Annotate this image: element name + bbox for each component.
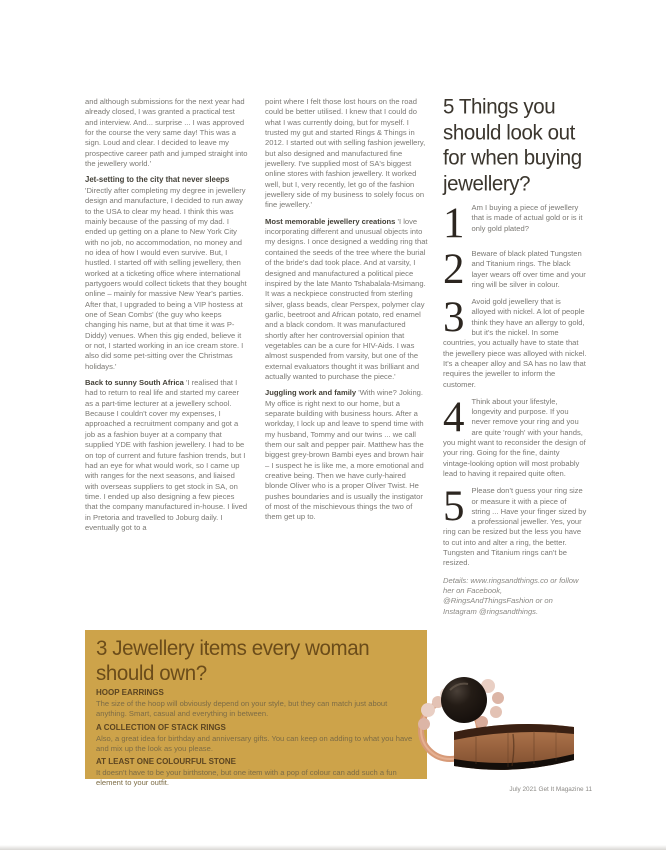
- list-item: [443, 297, 587, 390]
- sidebar-title: 5 Things you should look out for when buying jewellery?: [443, 95, 582, 196]
- section-heading-back-to-sa: Back to sunny South Africa: [85, 378, 184, 388]
- box-item-heading: HOOP EARRINGS: [96, 688, 164, 697]
- list-item: [96, 687, 416, 720]
- list-item: [443, 397, 587, 479]
- section-heading-juggling-work: Juggling work and family: [265, 388, 357, 398]
- article-column-2: [265, 97, 429, 529]
- box-title: 3 Jewellery items every woman should own?: [96, 636, 370, 686]
- three-items-box: [85, 630, 427, 788]
- box-item-heading: AT LEAST ONE COLOURFUL STONE: [96, 757, 237, 767]
- tip-text: Beware of black plated Tungsten and Titanium rings. The black layer wears off over time and your ring will be silver in colour.: [471, 249, 586, 289]
- paragraph: and although submissions for the next year had already closed, I was granted a practical test and interview. And... surprise ... I was approved for the course the very same day! This was a sign. Loud and clear. I decided to leave my prospective career path and jumped straight into the jewellery world.': [85, 97, 248, 169]
- tip-text: Avoid gold jewellery that is alloyed with nickel. A lot of people think they have an allergy to gold, but it's the nickel. In some countries, you actually have to state that the jewellery piece was alloyed with nickel. It's a cheaper alloy and SA has no law that requires the jeweller to inform the customer.: [443, 297, 587, 389]
- paragraph: point where I felt those lost hours on the road could be better utilised. I knew that I could do what I was currently doing, but for myself. I trusted my gut and started Rings & Things in 2012. I started out with selling fashion jewellery, but also designed and manufactured fine jewellery. I've supplied most of SA's biggest online stores with fashion jewellery. It worked well, but I, very recently, let go of the fashion jewellery side of my business to solely focus on fine jewellery.': [265, 97, 426, 210]
- box-item-text: The size of the hoop will obviously depend on your style, but they can match just about anything. Smart, casual and everything in between.: [96, 699, 388, 719]
- page-edge-shadow: [0, 845, 666, 850]
- list-item: [443, 203, 587, 242]
- tip-number: 1: [443, 203, 465, 242]
- paragraph: 'Directly after completing my degree in jewellery design and manufacture, I decided to run away to the USA to clear my head. I think this was mainly because of the passing of my dad. I ended up getting on a plane to New York City with no job, no accommodation, no money and no idea of how I would even survive. But, I hustled. I started off with selling jewellery, then worked at a ticketing office where international partygoers would collect tickets that they bought online – mainly for massive New Year's parties. After that, I upgraded to being a VIP hostess at one of Sean Combs' (the guy who keeps changing his name, but at that time it was P-Diddy) venues. When this gig ended, believe it or not, I started working in an ice cream store. I also did some pet-sitting over the Christmas holidays.': [85, 185, 247, 371]
- article-column-1: [85, 97, 249, 539]
- paragraph-text: 'I love incorporating different and unusual objects into my designs. I once designed a wedding ring that contained the seeds of the tree where the burial of the bride's dad took place. And at varsity, I designed and manufactured a political piece inspired by the late Manto Tshabalala-Msimang. It was a neckpiece constructed from sterling silver, glass beads, clear Perspex, polymer clay garlic, beetroot and African potato, red enamel and a black condom. It was manufactured shortly after her controversial opinion that vegetables can be a cure for HIV-Aids. I was almost suspended from varsity, but one of the external evaluators thought it was brilliant and actually wanted to purchase the piece.': [265, 216, 428, 381]
- list-item: [96, 756, 416, 789]
- contact-details: Details: www.ringsandthings.co or follow her on Facebook, @RingsAndThingsFashion or on Instagram @ringsandthings.: [443, 575, 579, 616]
- section-heading-jet-setting: Jet-setting to the city that never sleeps: [85, 175, 230, 185]
- tip-number: 2: [443, 249, 465, 291]
- rings-photo: [416, 658, 592, 784]
- tip-text: Think about your lifestyle, longevity and purpose. If you never remove your ring and you are quite 'rough' with your hands, you might want to reconsider the design of your ring. Going for the fine, dainty vintage-looking option will most probably lead to having it repaired quite often.: [443, 396, 586, 478]
- tip-number: 5: [443, 486, 465, 531]
- tip-number: 4: [443, 396, 465, 441]
- tip-number: 3: [443, 297, 465, 342]
- paragraph-text: 'I realised that I had to return to real life and started my career as a part-time lecturer at a jewellery school. Because I couldn't cover my expenses, I approached a recruitment company and got a job as a fashion buyer at a company that supplied YDE with fashion jewellery. I had to be on top of current and future fashion trends, but I had an eye for what would work, so I came up with ranges for the next seasons, and liaised with overseas suppliers to get stock in SA, on time. I ended up also designing a few pieces that the company manufactured in-house. I lived in Pretoria and travelled to Joburg daily. I eventually got to a: [85, 378, 248, 532]
- list-item: [443, 249, 587, 290]
- paragraph-text: 'With wine? Joking. My office is right next to our home, but a separate building with business hours. After a workday, I lock up and leave to spend time with my husband, Tommy and our twins ... we call them our salt and pepper pair. Matthew has the biggest grey-brown Bambi eyes and brown hair – I suspect he is like me, a more emotional and creative being. Then we have curly-haired blonde Oliver who is a proper Oliver Twist. He pushes boundaries and is usually the instigator of most of the mischievous things the two of them get up to.: [265, 388, 424, 522]
- list-item: [96, 722, 416, 755]
- wooden-band-ring: [454, 724, 574, 770]
- list-item: [443, 486, 587, 568]
- box-item-text: Also, a great idea for birthday and anniversary gifts. You can keep on adding to what you have and mix up the look as you please.: [96, 733, 413, 753]
- section-heading-memorable-creations: Most memorable jewellery creations: [265, 216, 396, 226]
- box-item-text: It doesn't have to be your birthstone, but one item with a pop of colour can add such a fun element to your outfit.: [96, 768, 397, 788]
- tip-text: Please don't guess your ring size or measure it with a piece of string ... Have your finger sized by a professional jeweller. Yes, your ring can be resized but the less you have to cut into and alter a ring, the better. Tungsten and Titanium rings can't be resized.: [443, 486, 587, 568]
- tip-text: Am I buying a piece of jewellery that is made of actual gold or is it only gold plated?: [471, 203, 583, 233]
- paragraph: [265, 217, 429, 383]
- paragraph: [265, 388, 429, 522]
- page-footer: July 2021 Get It Magazine 11: [509, 786, 592, 793]
- box-item-heading: A COLLECTION OF STACK RINGS: [96, 722, 226, 732]
- paragraph: [85, 378, 249, 533]
- sidebar-five-things: [443, 95, 587, 617]
